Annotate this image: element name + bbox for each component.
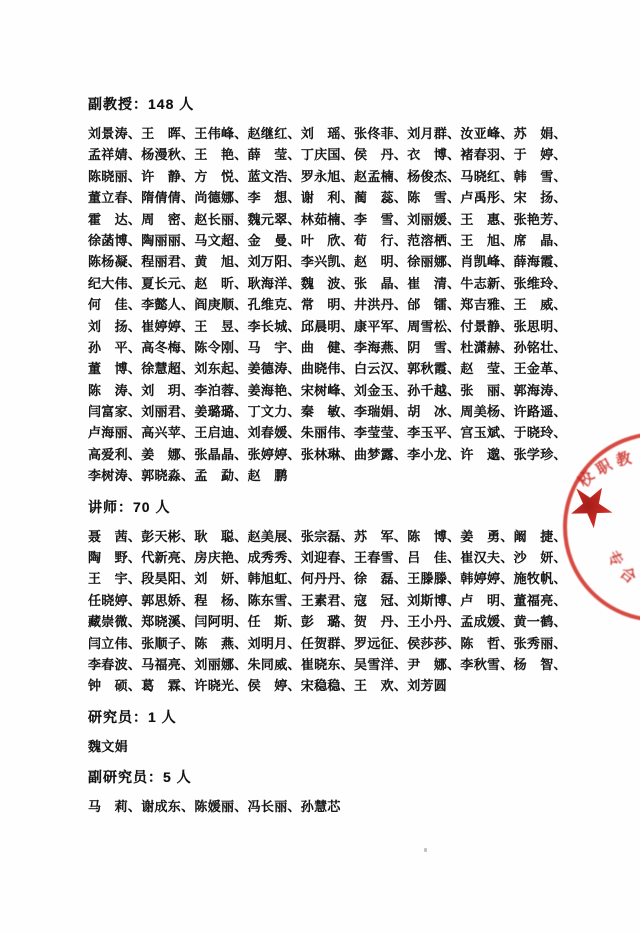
person-name: 孟祥婧、 xyxy=(88,147,142,163)
person-name: 陈 燕、 xyxy=(194,635,248,651)
person-name: 刘丽媛、 xyxy=(407,211,461,227)
name-list xyxy=(88,796,556,817)
name-line xyxy=(88,273,567,294)
section-heading: 研究员：1 人 xyxy=(88,708,177,725)
person-name: 许路遥、 xyxy=(513,404,567,420)
person-name: 席 晶、 xyxy=(513,232,567,248)
person-name: 彭天彬、 xyxy=(141,528,195,544)
name-list xyxy=(88,736,556,757)
name-line xyxy=(88,401,567,422)
person-name: 刘金玉、 xyxy=(354,382,408,398)
person-name: 李海燕、 xyxy=(354,339,408,355)
person-name: 于 婷、 xyxy=(513,147,567,163)
person-name: 刘万阳、 xyxy=(247,254,301,270)
person-name: 周雪松、 xyxy=(407,318,461,334)
name-line xyxy=(88,187,567,208)
person-name: 姜璐璐、 xyxy=(194,404,248,420)
person-name: 王 威、 xyxy=(513,297,567,313)
name-line xyxy=(88,568,567,589)
person-name: 段昊阳、 xyxy=(141,571,195,587)
name-line xyxy=(88,633,567,654)
person-name: 林茹楠、 xyxy=(300,211,355,227)
person-name: 阎庚顺、 xyxy=(194,297,248,313)
name-line xyxy=(88,144,567,165)
person-name: 赵 莹、 xyxy=(460,361,514,377)
person-name: 张秀丽、 xyxy=(513,635,567,651)
name-line xyxy=(88,166,567,187)
section-researcher xyxy=(88,709,556,757)
person-name: 蔺 蕊、 xyxy=(354,190,408,206)
person-name: 李春波、 xyxy=(88,656,142,672)
person-name: 孟成媛、 xyxy=(460,614,514,630)
person-name: 韩旭虹、 xyxy=(247,571,301,587)
person-name: 宋 扬、 xyxy=(513,190,567,206)
person-name: 赵美展、 xyxy=(247,528,301,544)
person-name: 薛 莹、 xyxy=(247,147,301,163)
name-line xyxy=(88,316,567,337)
person-name: 郭秋霞、 xyxy=(407,361,461,377)
person-name: 许 邈、 xyxy=(460,446,514,462)
person-name: 纪大伟、 xyxy=(88,275,142,291)
person-name: 吴雪洋、 xyxy=(354,656,408,672)
person-name: 罗远征、 xyxy=(354,635,408,651)
person-name: 高兴苹、 xyxy=(141,425,195,441)
name-list xyxy=(88,526,567,697)
person-name: 马 宇、 xyxy=(247,339,301,355)
person-name: 孙千越、 xyxy=(407,382,461,398)
person-name: 董福亮、 xyxy=(513,592,567,608)
person-name: 韩 雪、 xyxy=(513,168,567,184)
person-name: 夏长元、 xyxy=(141,275,195,291)
person-name: 李瑞娟、 xyxy=(354,404,408,420)
person-name: 姜 娜、 xyxy=(141,446,195,462)
faculty-title-list xyxy=(88,96,567,818)
person-name: 赵 昕、 xyxy=(194,275,248,291)
person-name: 姜海艳、 xyxy=(247,382,301,398)
name-line: 李树涛、郭晓淼、孟 勐、赵 鹏 xyxy=(88,468,288,484)
stamp-text: 职 xyxy=(593,456,615,479)
section-associate-professor xyxy=(88,96,567,487)
person-name: 郭思娇、 xyxy=(141,592,195,608)
person-name: 王金革、 xyxy=(513,361,567,377)
person-name: 陈 哲、 xyxy=(460,635,514,651)
person-name: 宫玉斌、 xyxy=(460,425,514,441)
person-name: 霍 达、 xyxy=(88,211,142,227)
person-name: 马文超、 xyxy=(194,232,248,248)
person-name: 陈东雪、 xyxy=(247,592,301,608)
name-line xyxy=(88,123,567,144)
person-name: 刘春媛、 xyxy=(247,425,301,441)
person-name: 尚德娜、 xyxy=(194,190,248,206)
person-name: 周 密、 xyxy=(141,211,195,227)
person-name: 胡 冰、 xyxy=(407,404,461,420)
person-name: 姜德涛、 xyxy=(247,361,301,377)
section-lecturer xyxy=(88,498,567,697)
person-name: 郭海涛、 xyxy=(513,382,567,398)
person-name: 李秋雪、 xyxy=(460,656,514,672)
person-name: 何丹丹、 xyxy=(300,571,355,587)
person-name: 陈 博、 xyxy=(407,528,461,544)
person-name: 陈 涛、 xyxy=(88,382,142,398)
person-name: 聂 茜、 xyxy=(88,528,142,544)
person-name: 刘 瑶、 xyxy=(300,126,355,141)
person-name: 阴 雪、 xyxy=(407,339,461,355)
name-line xyxy=(88,422,567,443)
person-name: 曲 健、 xyxy=(300,339,355,355)
person-name: 张晶晶、 xyxy=(194,446,248,462)
person-name: 贺 丹、 xyxy=(354,614,408,630)
person-name: 施牧帆、 xyxy=(513,571,567,587)
person-name: 王素君、 xyxy=(300,592,355,608)
person-name: 刘 妍、 xyxy=(194,571,248,587)
person-name: 范溶栖、 xyxy=(407,232,461,248)
person-name: 付景静、 xyxy=(460,318,514,334)
person-name: 刘丽娜、 xyxy=(194,656,248,672)
person-name: 侯莎莎、 xyxy=(407,635,461,651)
person-name: 彭 璐、 xyxy=(300,614,355,630)
person-name: 任 斯、 xyxy=(247,614,301,630)
person-name: 王春雪、 xyxy=(354,550,408,566)
person-name: 张思明、 xyxy=(513,318,567,334)
person-name: 王 昱、 xyxy=(194,318,248,334)
person-name: 耿海洋、 xyxy=(247,275,301,291)
person-name: 许 静、 xyxy=(141,168,195,184)
person-name: 刘 扬、 xyxy=(88,318,142,334)
person-name: 于晓玲、 xyxy=(513,425,567,441)
person-name: 成秀秀、 xyxy=(247,550,301,566)
person-name: 刘迎春、 xyxy=(300,550,355,566)
stamp-text: 校 xyxy=(574,467,598,491)
person-name: 姜 勇、 xyxy=(460,528,514,544)
name-line: 马 莉、谢成东、陈媛丽、冯长丽、孙慧芯 xyxy=(88,799,341,815)
person-name: 赵孟楠、 xyxy=(354,168,408,184)
person-name: 叶 欣、 xyxy=(300,232,355,248)
person-name: 王 宇、 xyxy=(88,571,142,587)
person-name: 李兴凯、 xyxy=(300,254,355,270)
person-name: 李 想、 xyxy=(247,190,301,206)
person-name: 张维玲、 xyxy=(513,275,567,291)
name-list xyxy=(88,123,567,487)
person-name: 衣 博、 xyxy=(407,147,461,163)
person-name: 邱晨明、 xyxy=(300,318,355,334)
person-name: 汝亚峰、 xyxy=(460,126,514,141)
person-name: 刘明月、 xyxy=(247,635,301,651)
person-name: 赵 明、 xyxy=(354,254,408,270)
person-name: 褚春羽、 xyxy=(460,147,514,163)
person-name: 刘东起、 xyxy=(194,361,248,377)
person-name: 张艳芳、 xyxy=(513,211,567,227)
person-name: 方 悦、 xyxy=(194,168,248,184)
person-name: 魏 波、 xyxy=(300,275,355,291)
person-name: 罗永旭、 xyxy=(300,168,355,184)
person-name: 刘斯博、 xyxy=(407,592,461,608)
person-name: 郑吉雅、 xyxy=(460,297,514,313)
person-name: 曲梦露、 xyxy=(354,446,408,462)
person-name: 阚 捷、 xyxy=(513,528,567,544)
stamp-text: 教 xyxy=(614,449,633,470)
person-name: 王伟峰、 xyxy=(194,126,248,141)
person-name: 荀 行、 xyxy=(354,232,408,248)
person-name: 李懿人、 xyxy=(141,297,195,313)
person-name: 苏 军、 xyxy=(354,528,408,544)
person-name: 邰 镭、 xyxy=(407,297,461,313)
person-name: 蓝文浩、 xyxy=(247,168,301,184)
person-name: 曲晓伟、 xyxy=(300,361,355,377)
person-name: 李玉平、 xyxy=(407,425,461,441)
scan-artifact xyxy=(424,848,427,852)
person-name: 井洪丹、 xyxy=(354,297,408,313)
person-name: 李小龙、 xyxy=(407,446,461,462)
name-line xyxy=(88,590,567,611)
person-name: 陈 雪、 xyxy=(407,190,461,206)
person-name: 陈杨凝、 xyxy=(88,254,142,270)
person-name: 孔维克、 xyxy=(247,297,301,313)
person-name: 卢禹彤、 xyxy=(460,190,514,206)
person-name: 赵长丽、 xyxy=(194,211,248,227)
person-name: 崔汉夫、 xyxy=(460,550,514,566)
name-line xyxy=(88,230,567,251)
person-name: 张 晶、 xyxy=(354,275,408,291)
person-name: 代新亮、 xyxy=(141,550,195,566)
section-heading: 副研究员：5 人 xyxy=(88,769,192,786)
person-name: 王 晖、 xyxy=(141,126,195,141)
person-name: 赵继红、 xyxy=(247,126,301,141)
person-name: 杜潇赫、 xyxy=(460,339,514,355)
person-name: 卢海丽、 xyxy=(88,425,142,441)
person-name: 秦 敏、 xyxy=(300,404,355,420)
person-name: 苏 娟、 xyxy=(513,126,567,141)
person-name: 李长城、 xyxy=(247,318,301,334)
person-name: 张宗磊、 xyxy=(300,528,355,544)
person-name: 郑晓溪、 xyxy=(141,614,195,630)
person-name: 牛志新、 xyxy=(460,275,514,291)
person-name: 丁文力、 xyxy=(247,404,301,420)
person-name: 徐菡博、 xyxy=(88,232,142,248)
person-name: 闫富家、 xyxy=(88,404,142,420)
person-name: 孙 平、 xyxy=(88,339,142,355)
person-name: 刘月群、 xyxy=(407,126,461,141)
person-name: 肖凯峰、 xyxy=(460,254,514,270)
name-line: 钟 硕、葛 霖、许晓光、侯 婷、宋稳稳、王 欢、刘芳圆 xyxy=(88,678,448,694)
name-line xyxy=(88,611,567,632)
person-name: 尹 娜、 xyxy=(407,656,461,672)
name-line: 魏文娟 xyxy=(88,738,128,754)
person-name: 朱丽伟、 xyxy=(300,425,355,441)
person-name: 崔晓东、 xyxy=(300,656,355,672)
person-name: 马晓红、 xyxy=(460,168,514,184)
person-name: 朱同威、 xyxy=(247,656,301,672)
person-name: 王 惠、 xyxy=(460,211,514,227)
person-name: 崔婷婷、 xyxy=(141,318,195,334)
person-name: 李莹莹、 xyxy=(354,425,408,441)
person-name: 寇 冠、 xyxy=(354,592,408,608)
section-heading: 讲师：70 人 xyxy=(88,498,171,515)
person-name: 常 明、 xyxy=(300,297,355,313)
person-name: 沙 妍、 xyxy=(513,550,567,566)
person-name: 杨俊杰、 xyxy=(407,168,461,184)
person-name: 刘景涛、 xyxy=(88,126,142,141)
name-line xyxy=(88,547,567,568)
person-name: 陶 野、 xyxy=(88,550,142,566)
person-name: 徐丽娜、 xyxy=(407,254,461,270)
name-line xyxy=(88,209,567,230)
person-name: 高冬梅、 xyxy=(141,339,195,355)
name-line xyxy=(88,380,567,401)
person-name: 李 雪、 xyxy=(354,211,408,227)
name-line xyxy=(88,251,567,272)
person-name: 吕 佳、 xyxy=(407,550,461,566)
person-name: 王 旭、 xyxy=(460,232,514,248)
person-name: 谢 利、 xyxy=(300,190,355,206)
person-name: 房庆艳、 xyxy=(194,550,248,566)
person-name: 王启迪、 xyxy=(194,425,248,441)
person-name: 闫阿明、 xyxy=(194,614,248,630)
stamp-text: 专 xyxy=(603,548,626,571)
person-name: 隋倩倩、 xyxy=(141,190,195,206)
stamp-text: 合 xyxy=(616,563,640,587)
person-name: 王 艳、 xyxy=(194,147,248,163)
person-name: 韩婷婷、 xyxy=(460,571,514,587)
name-line xyxy=(88,294,567,315)
person-name: 董立春、 xyxy=(88,190,142,206)
person-name: 周美杨、 xyxy=(460,404,514,420)
person-name: 陈晓丽、 xyxy=(88,168,142,184)
section-heading: 副教授：148 人 xyxy=(88,96,195,112)
person-name: 何 佳、 xyxy=(88,297,142,313)
section-associate-researcher xyxy=(88,769,556,817)
person-name: 任贺群、 xyxy=(300,635,355,651)
person-name: 耿 聪、 xyxy=(194,528,248,544)
name-line xyxy=(88,444,567,465)
person-name: 张顺子、 xyxy=(141,635,195,651)
person-name: 程 杨、 xyxy=(194,592,248,608)
name-line xyxy=(88,654,567,675)
person-name: 卢 明、 xyxy=(460,592,514,608)
person-name: 刘 玥、 xyxy=(141,382,195,398)
name-line xyxy=(88,337,567,358)
person-name: 刘丽君、 xyxy=(141,404,195,420)
person-name: 杨漫秋、 xyxy=(141,147,195,163)
name-line xyxy=(88,526,567,547)
person-name: 康平军、 xyxy=(354,318,408,334)
person-name: 藏崇微、 xyxy=(88,614,142,630)
person-name: 宋树峰、 xyxy=(300,382,355,398)
person-name: 陶丽丽、 xyxy=(141,232,195,248)
person-name: 徐 磊、 xyxy=(354,571,408,587)
person-name: 金 曼、 xyxy=(247,232,301,248)
person-name: 王滕滕、 xyxy=(407,571,461,587)
person-name: 薛海霞、 xyxy=(513,254,567,270)
person-name: 崔 清、 xyxy=(407,275,461,291)
person-name: 马福亮、 xyxy=(141,656,195,672)
person-name: 任晓婷、 xyxy=(88,592,142,608)
person-name: 张林琳、 xyxy=(300,446,355,462)
person-name: 张学珍、 xyxy=(513,446,567,462)
person-name: 闫立伟、 xyxy=(88,635,142,651)
name-line xyxy=(88,358,567,379)
person-name: 张婷婷、 xyxy=(247,446,301,462)
person-name: 董 博、 xyxy=(88,361,142,377)
person-name: 孙铭壮、 xyxy=(513,339,567,355)
person-name: 黄一鹤、 xyxy=(513,614,567,630)
person-name: 黄 旭、 xyxy=(194,254,248,270)
person-name: 徐慧超、 xyxy=(141,361,195,377)
person-name: 丁庆国、 xyxy=(300,147,355,163)
person-name: 杨 智、 xyxy=(513,656,567,672)
person-name: 张 丽、 xyxy=(460,382,514,398)
person-name: 程丽君、 xyxy=(141,254,195,270)
person-name: 陈令刚、 xyxy=(194,339,248,355)
person-name: 高爱利、 xyxy=(88,446,142,462)
person-name: 侯 丹、 xyxy=(354,147,408,163)
person-name: 王小丹、 xyxy=(407,614,461,630)
person-name: 李泊蓉、 xyxy=(194,382,248,398)
person-name: 白云汉、 xyxy=(354,361,408,377)
person-name: 张佟菲、 xyxy=(354,126,408,141)
person-name: 魏元翠、 xyxy=(247,211,301,227)
